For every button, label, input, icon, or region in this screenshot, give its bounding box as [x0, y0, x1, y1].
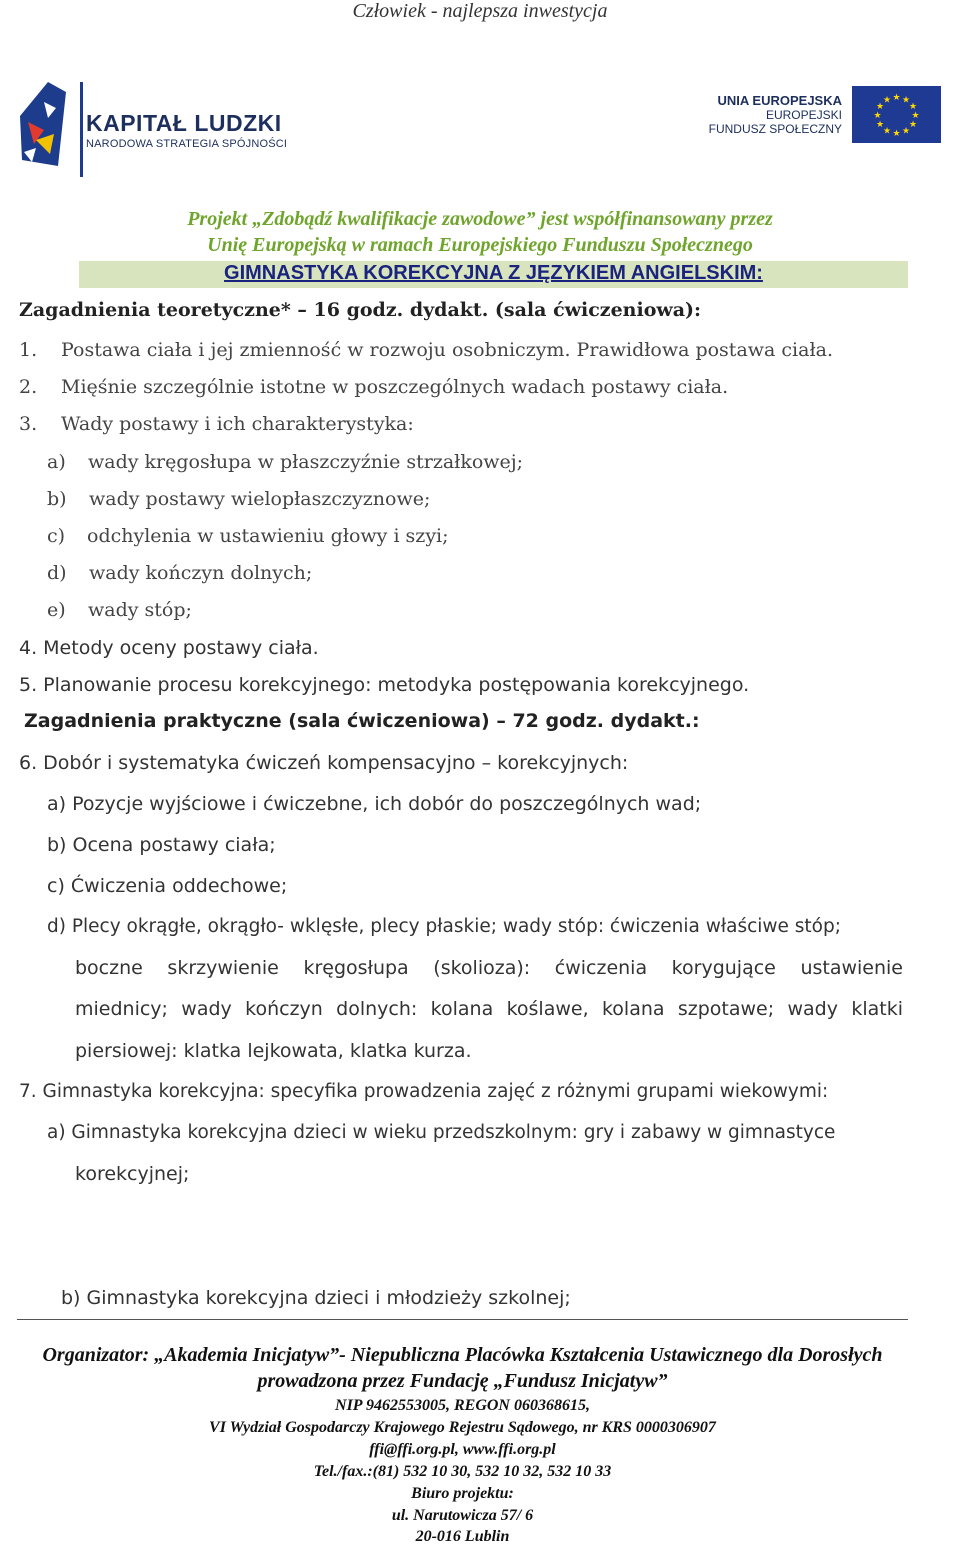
sub-item-text: wady stóp;	[88, 599, 192, 621]
sub-list-item	[47, 488, 430, 510]
list-item-5: 5. Planowanie procesu korekcyjnego: metodyka postępowania korekcyjnego.	[19, 674, 750, 696]
sub-list-item: a) Gimnastyka korekcyjna dzieci w wieku przedszkolnym: gry i zabawy w gimnastyce	[47, 1122, 836, 1143]
header-motto: Człowiek - najlepsza inwestycja	[352, 0, 608, 22]
sub-list-item-continuation: korekcyjnej;	[75, 1163, 190, 1185]
list-item-7: 7. Gimnastyka korekcyjna: specyfika prowadzenia zajęć z różnymi grupami wiekowymi:	[19, 1081, 829, 1102]
footer-krs: VI Wydział Gospodarczy Krajowego Rejestru Sądowego, nr KRS 0000306907	[209, 1419, 716, 1436]
list-item-6: 6. Dobór i systematyka ćwiczeń kompensacyjno – korekcyjnych:	[19, 752, 629, 774]
logo-left-subtitle: NARODOWA STRATEGIA SPÓJNOŚCI	[86, 138, 288, 150]
sub-item-text: wady kręgosłupa w płaszczyźnie strzałkowej;	[88, 451, 524, 473]
sub-item-letter: c)	[47, 525, 66, 547]
sub-list-item: b) Gimnastyka korekcyjna dzieci i młodzieży szkolnej;	[61, 1287, 571, 1309]
svg-text:★: ★	[882, 95, 892, 106]
sub-item-text: odchylenia w ustawieniu głowy i szyi;	[87, 525, 449, 547]
item-number: 1.	[19, 339, 38, 361]
sub-list-item	[47, 525, 449, 547]
svg-text:★: ★	[901, 126, 911, 137]
theory-heading: Zagadnienia teoretyczne* – 16 godz. dydakt. (sala ćwiczeniowa):	[19, 299, 702, 321]
project-line-2: Unię Europejską w ramach Europejskiego Funduszu Społecznego	[207, 234, 753, 256]
svg-text:★: ★	[892, 129, 901, 139]
sub-list-item	[47, 451, 523, 473]
footer-organizer: Organizator: „Akademia Inicjatyw”- Niepubliczna Placówka Kształcenia Ustawicznego dla Dorosłych	[42, 1344, 883, 1366]
sub-list-item: a) Pozycje wyjściowe i ćwiczebne, ich dobór do poszczególnych wad;	[47, 793, 702, 815]
sub-item-text: wady postawy wielopłaszczyznowe;	[89, 488, 431, 510]
footer-foundation: prowadzona przez Fundację „Fundusz Inicjatyw”	[257, 1370, 668, 1392]
list-item	[19, 413, 414, 435]
item-text: Postawa ciała i jej zmienność w rozwoju osobniczym. Prawidłowa postawa ciała.	[61, 339, 833, 361]
footer-contact: ffi@ffi.org.pl, www.ffi.org.pl	[369, 1441, 556, 1458]
footer-office-label: Biuro projektu:	[411, 1485, 514, 1502]
sub-item-text: wady kończyn dolnych;	[89, 562, 313, 584]
footer-divider	[17, 1319, 908, 1320]
footer-street: ul. Narutowicza 57/ 6	[391, 1507, 534, 1524]
sub-list-item: c) Ćwiczenia oddechowe;	[47, 875, 288, 897]
svg-text:★: ★	[875, 120, 885, 130]
footer-nip: NIP 9462553005, REGON 060368615,	[335, 1397, 590, 1414]
svg-text:★: ★	[908, 120, 918, 130]
sub-list-item: b) Ocena postawy ciała;	[47, 834, 276, 856]
item-number: 3.	[19, 413, 38, 435]
sub-list-item-continuation: miednicy; wady kończyn dolnych: kolana koślawe, kolana szpotawe; wady klatki	[75, 998, 903, 1020]
svg-text:★: ★	[875, 102, 885, 112]
item-number: 2.	[19, 376, 38, 398]
project-line-1: Projekt „Zdobądź kwalifikacje zawodowe” jest współfinansowany przez	[187, 208, 773, 230]
logo-left-title: KAPITAŁ LUDZKI	[86, 110, 282, 136]
sub-item-letter: b)	[47, 488, 67, 510]
footer-phone: Tel./fax.:(81) 532 10 30, 532 10 32, 532 10 33	[313, 1463, 612, 1480]
list-item-4: 4. Metody oceny postawy ciała.	[19, 637, 319, 659]
list-item	[19, 376, 728, 398]
sub-list-item-continuation: boczne skrzywienie kręgosłupa (skolioza): ćwiczenia korygujące ustawienie	[75, 957, 903, 979]
svg-text:★: ★	[901, 95, 911, 106]
sub-item-letter: e)	[47, 599, 66, 621]
practice-heading: Zagadnienia praktyczne (sala ćwiczeniowa) – 72 godz. dydakt.:	[24, 710, 700, 732]
logo-right-line3: FUNDUSZ SPOŁECZNY	[708, 122, 842, 136]
logo-right-line2: EUROPEJSKI	[765, 108, 842, 122]
list-item	[19, 339, 833, 361]
svg-text:★: ★	[911, 111, 920, 121]
sub-list-item	[47, 599, 192, 621]
svg-text:★: ★	[882, 126, 892, 137]
sub-item-letter: d)	[47, 562, 67, 584]
sub-item-letter: a)	[47, 451, 66, 473]
sub-list-item	[47, 562, 312, 584]
course-title: GIMNASTYKA KOREKCYJNA Z JĘZYKIEM ANGIELSKIM:	[224, 262, 763, 284]
sub-list-item-continuation: piersiowej: klatka lejkowata, klatka kurza.	[75, 1040, 472, 1062]
item-text: Wady postawy i ich charakterystyka:	[61, 413, 414, 435]
item-text: Mięśnie szczególnie istotne w poszczególnych wadach postawy ciała.	[61, 376, 729, 398]
logo-right-line1: UNIA EUROPEJSKA	[717, 93, 842, 108]
footer-city: 20-016 Lublin	[415, 1528, 510, 1545]
sub-list-item: d) Plecy okrągłe, okrągło- wklęsłe, plecy płaskie; wady stóp: ćwiczenia właściwe stóp;	[47, 916, 841, 937]
svg-text:★: ★	[873, 111, 882, 121]
svg-text:★: ★	[892, 93, 901, 103]
svg-text:★: ★	[908, 102, 918, 112]
eu-flag-icon	[852, 86, 941, 143]
